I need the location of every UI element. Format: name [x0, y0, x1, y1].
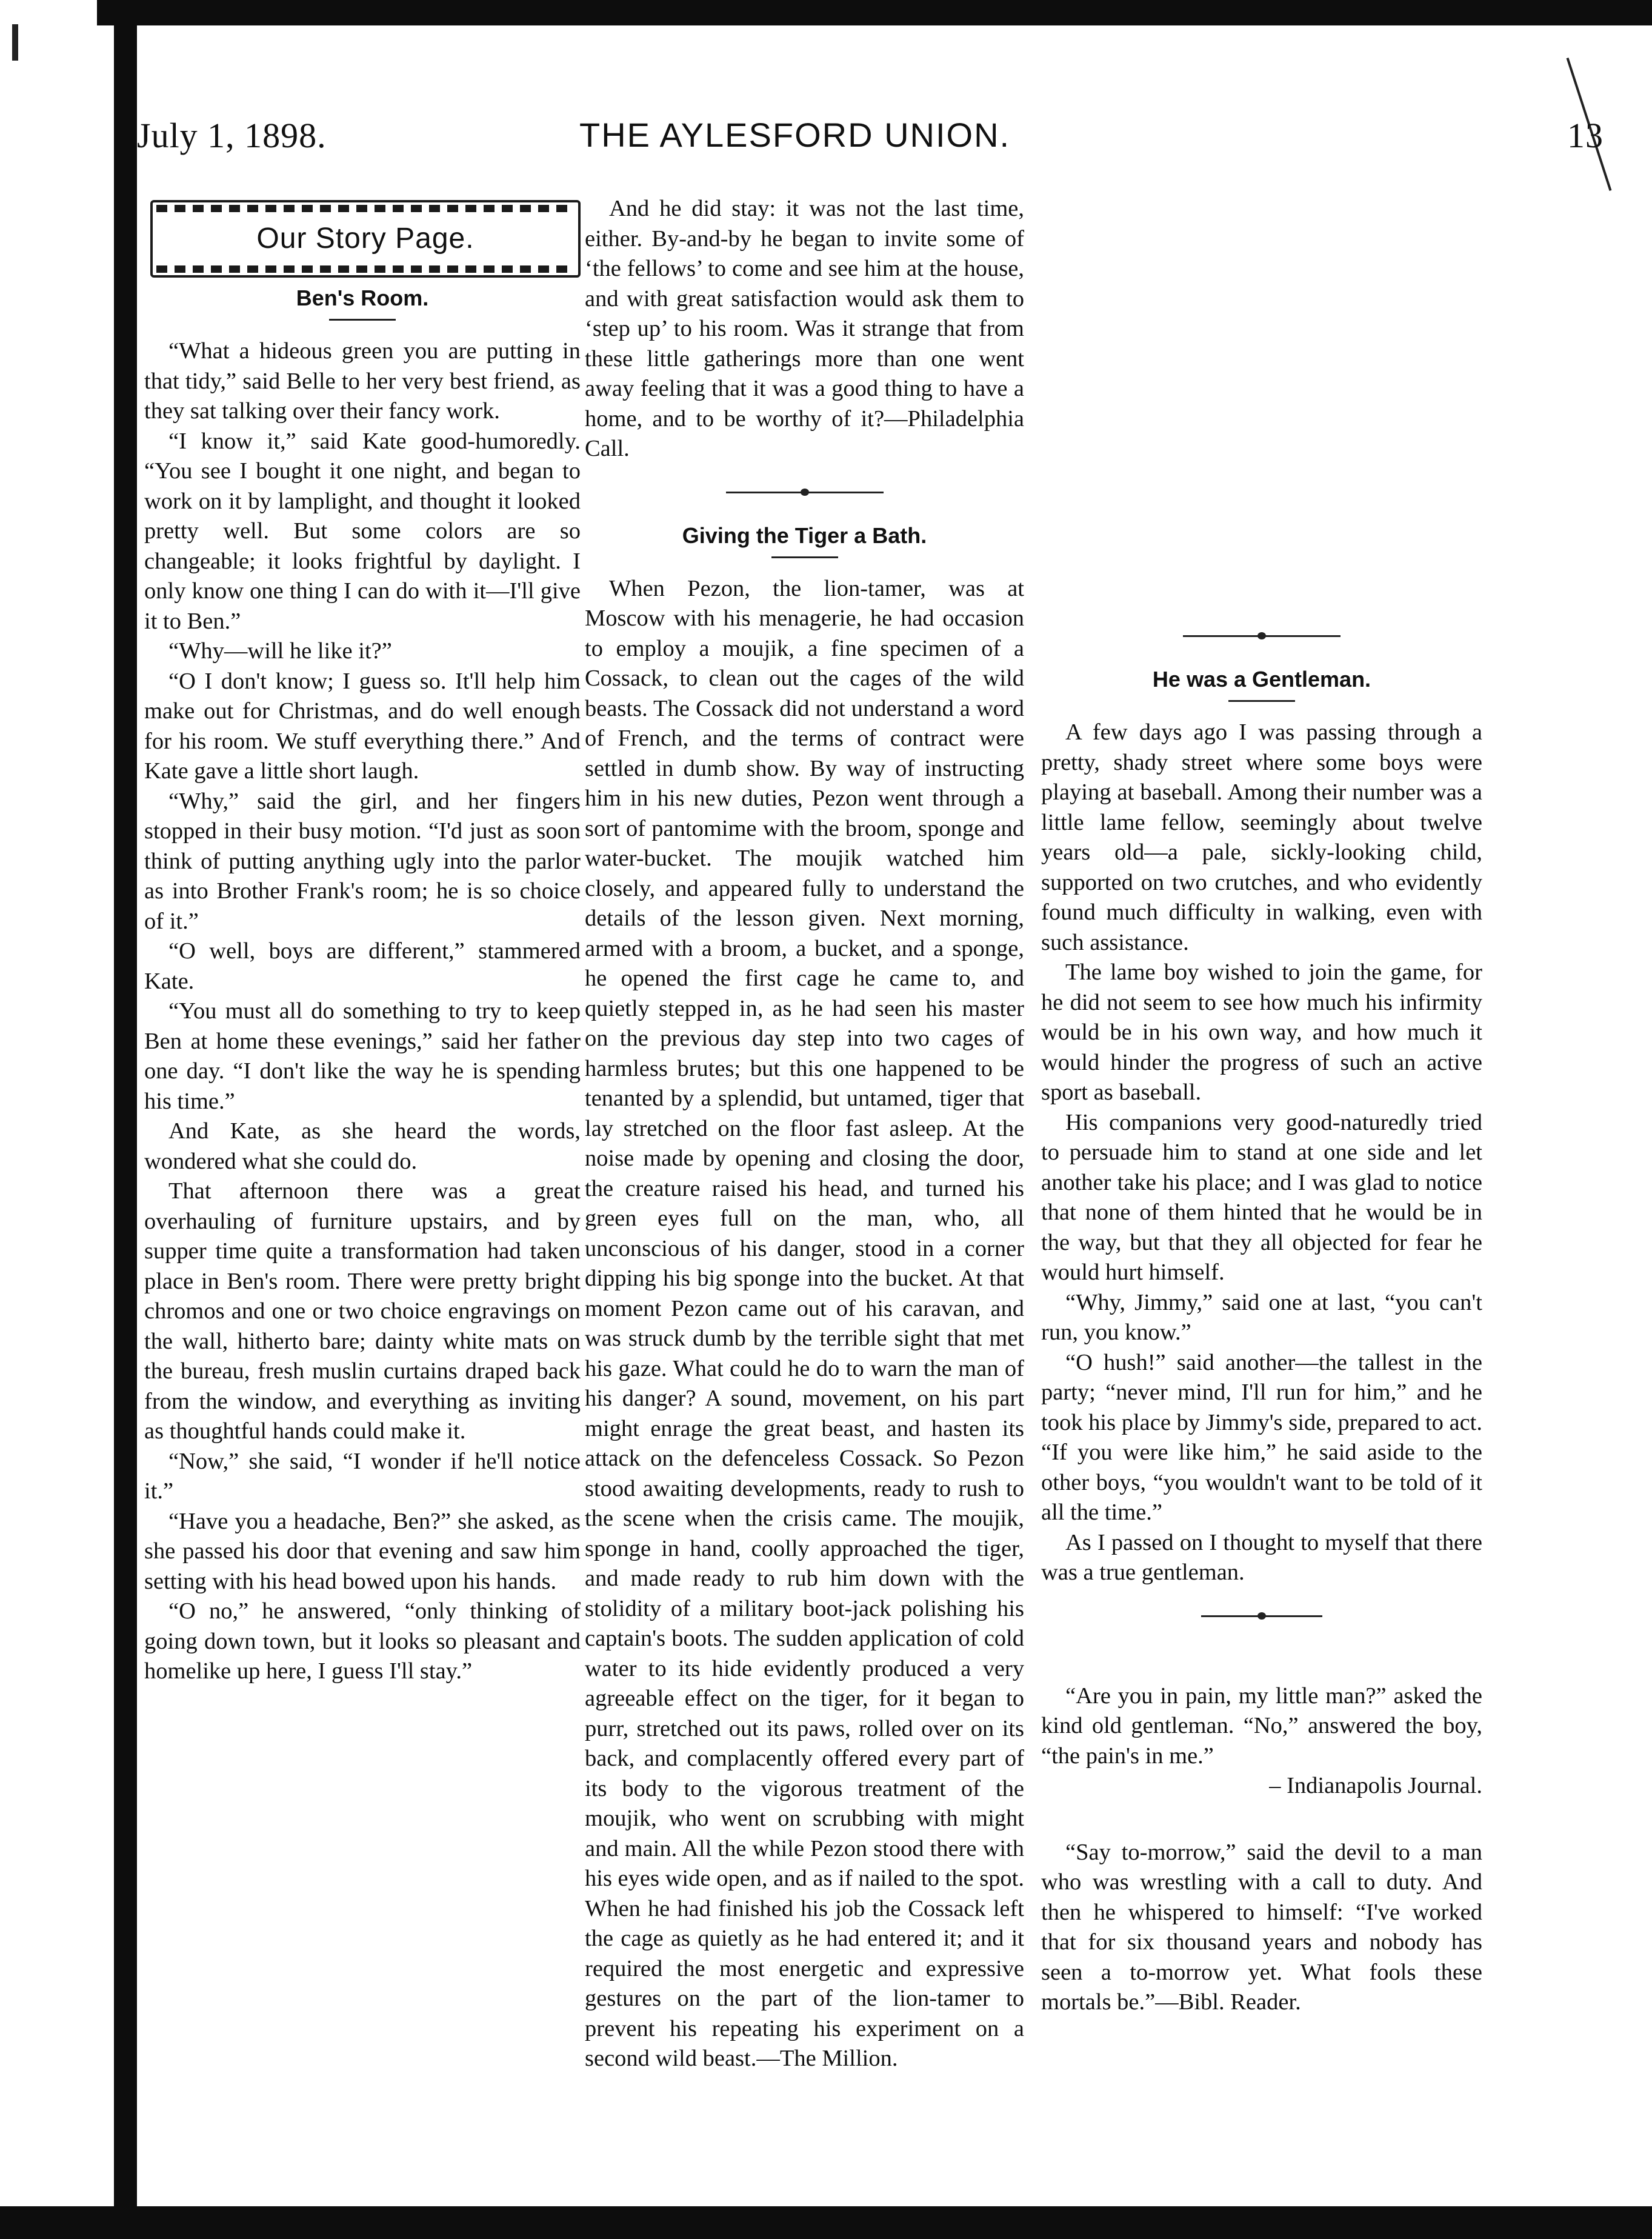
paragraph: As I passed on I thought to myself that there was a true gentleman.	[1041, 1529, 1482, 1585]
paragraph: “You must all do something to try to keep Ben at home these evenings,” said her father one day. “I don't like the way he is spending his time.”	[144, 998, 581, 1114]
paragraph: “I know it,” said Kate good-humoredly. “You see I bought it one night, and began to work on it by lamplight, and thought it looked pretty well. But some colors are so changeable; it looks frightful by daylight. I only know one thing I can do with it—I'll give it to Ben.”	[144, 428, 581, 634]
paragraph: “Now,” she said, “I wonder if he'll notice it.”	[144, 1448, 581, 1504]
header-date: July 1, 1898.	[137, 116, 327, 155]
headline-gentleman: He was a Gentleman.	[1152, 667, 1371, 692]
top-scan-border	[97, 0, 1652, 25]
paragraph: And he did stay: it was not the last time, either. By-and-by he began to invite some of ‘the fellows’ to come and see him at the house, and with great satisfaction would ask them to ‘step up’ to his room. Was it strange that from these little gatherings more than one went away feeling that it was a good thing to have a home, and to be worthy of it?—Philadelphia Call.	[585, 196, 1024, 461]
paragraph: “O I don't know; I guess so. It'll help him make out for Christmas, and do well enough for his room. We stuff everything there.” And Kate gave a little short laugh.	[144, 668, 581, 784]
section-divider	[1201, 1613, 1322, 1618]
headline-tiger-bath: Giving the Tiger a Bath.	[682, 522, 927, 548]
paragraph: “Why—will he like it?”	[168, 638, 392, 664]
ornament-vine	[156, 265, 575, 273]
paragraph: “O hush!” said another—the tallest in the party; “never mind, I'll run for him,” and he took his place by Jimmy's side, prepared to act. “If you were like him,” he said aside to the other boys, “you wouldn't want to be told of it all the time.”	[1041, 1349, 1482, 1525]
paragraph: “Say to-morrow,” said the devil to a man who was wrestling with a call to duty. And then he whispered to himself: “I've worked that for six thousand years and nobody has seen a to-morrow yet. What fools these mortals be.”—Bibl. Reader.	[1041, 1839, 1482, 2015]
paragraph: His companions very good-naturedly tried to persuade him to stand at one side and let another take his place; and I was glad to notice that none of them hinted that he would be in the way, but that they all objected for fear he would hurt himself.	[1041, 1109, 1482, 1285]
newspaper-title: THE AYLESFORD UNION.	[579, 116, 1011, 154]
page-number: 13	[1567, 116, 1604, 155]
paragraph: “O well, boys are different,” stammered Kate.	[144, 938, 581, 994]
section-divider	[726, 490, 884, 495]
short-rule	[329, 319, 396, 321]
page-header	[137, 115, 1604, 164]
scan-mark	[12, 24, 18, 61]
paragraph: “What a hideous green you are putting in that tidy,” said Belle to her very best friend, as they sat talking over their fancy work.	[144, 338, 581, 424]
column-2	[585, 194, 1024, 2074]
column-1	[144, 194, 581, 1687]
banner-title: Our Story Page.	[249, 224, 481, 254]
paragraph: “O no,” he answered, “only thinking of going down town, but it looks so pleasant and homelike up here, I guess I'll stay.”	[144, 1598, 581, 1684]
paragraph: “Are you in pain, my little man?” asked the kind old gentleman. “No,” answered the boy, “the pain's in me.”	[1041, 1683, 1482, 1769]
paragraph: A few days ago I was passing through a pretty, shady street where some boys were playing at baseball. Among their number was a little lame fellow, seemingly about twelve years old—a pale, sickly-looking child, supported on two crutches, and who evidently found much difficulty in walking, even with such assistance.	[1041, 719, 1482, 955]
paragraph: “Have you a headache, Ben?” she asked, as she passed his door that evening and saw him setting with his head bowed upon his hands.	[144, 1508, 581, 1594]
source-credit: – Indianapolis Journal.	[1269, 1773, 1482, 1798]
ornament-vine	[156, 205, 575, 212]
paragraph: And Kate, as she heard the words, wondered what she could do.	[144, 1118, 581, 1174]
section-divider	[1183, 633, 1341, 638]
paragraph: “Why, Jimmy,” said one at last, “you can't run, you know.”	[1041, 1289, 1482, 1345]
bottom-scan-border	[0, 2206, 1652, 2239]
column-3-content	[1041, 633, 1482, 2018]
paragraph: When Pezon, the lion-tamer, was at Moscow with his menagerie, he had occasion to employ a moujik, a fine specimen of a Cossack, to clean out the cages of the wild beasts. The Cossack did not understand a word of French, and the terms of contract were settled in dumb show. By way of instructing him in his new duties, Pezon went through a sort of pantomime with the broom, sponge and water-bucket. The moujik watched him closely, and appeared fully to understand the details of the lesson given. Next morning, armed with a broom, a bucket, and a sponge, he opened the first cage he came to, and quietly stepped in, as he had seen his master on the previous day step into two cages of harmless brutes; but this one happened to be tenanted by a splendid, but untamed, tiger that lay stretched on the floor fast asleep. At the noise made by opening and closing the door, the creature raised his head, and turned his green eyes full on the man, who, all unconscious of his danger, stood in a corner dipping his big sponge into the bucket. At that moment Pezon came out of his caravan, and was struck dumb by the terrible sight that met his gaze. What could he do to warn the man of his danger? A sound, movement, on his part might enrage the great beast, and hasten its attack on the defenceless Cossack. So Pezon stood awaiting developments, ready to rush to the scene when the crisis came. The moujik, sponge in hand, coolly approached the tiger, and made ready to rub him down with the stolidity of a military boot-jack polishing his captain's boots. The sudden application of cold water to its hide evidently produced a very agreeable effect on the tiger, for it began to purr, stretched out its paws, rolled over on its back, and complacently offered every part of its body to the vigorous treatment of the moujik, who went on scrubbing with might and main. All the while Pezon stood there with his eyes wide open, and as if nailed to the spot. When he had finished his job the Cossack left the cage as quietly as he had entered it; and it required the most energetic and expressive gestures on the part of the lion-tamer to prevent his repeating his experiment on a second wild beast.—The Million.	[585, 575, 1024, 2071]
paragraph: “Why,” said the girl, and her fingers stopped in their busy motion. “I'd just as soon think of putting anything ugly into the parlor as into Brother Frank's room; he is so choice of it.”	[144, 788, 581, 934]
short-rule	[1228, 700, 1295, 702]
headline-bens-room: Ben's Room.	[296, 285, 429, 310]
short-rule	[771, 556, 838, 558]
paragraph: That afternoon there was a great overhauling of furniture upstairs, and by supper time quite a transformation had taken place in Ben's room. There were pretty bright chromos and one or two choice engravings on the wall, hitherto bare; dainty white mats on the bureau, fresh muslin curtains draped back from the window, and everything as inviting as thoughtful hands could make it.	[144, 1178, 581, 1444]
story-page-banner	[150, 200, 581, 278]
left-scan-border	[114, 0, 137, 2239]
paragraph: The lame boy wished to join the game, for he did not seem to see how much his infirmity would be in his own way, and how much it would hinder the progress of such an active sport as baseball.	[1041, 959, 1482, 1105]
